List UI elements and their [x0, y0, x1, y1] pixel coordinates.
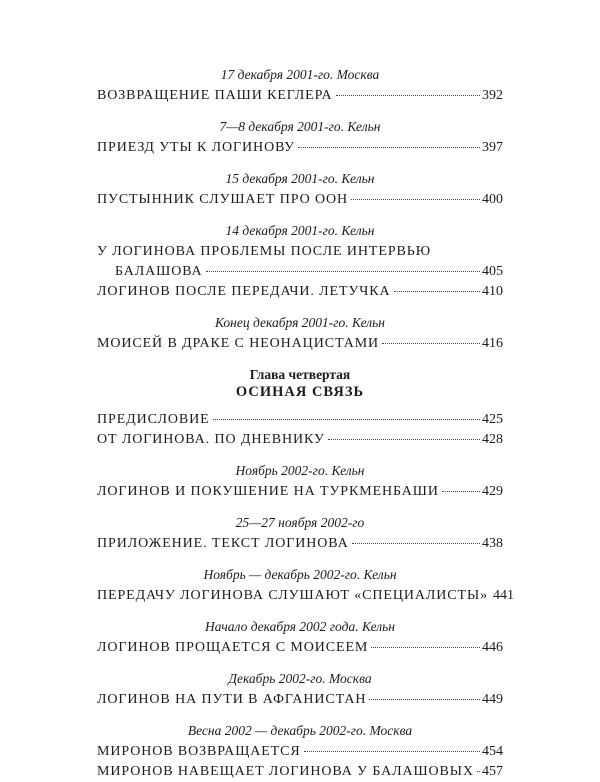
toc-group [97, 170, 503, 210]
toc-entry [97, 190, 503, 210]
toc-entry [97, 138, 503, 158]
toc-entry-page: 441 [493, 588, 514, 603]
toc-entry [97, 282, 503, 302]
dot-leader [382, 343, 480, 344]
dot-leader [336, 95, 481, 96]
toc-entry-page: 438 [482, 536, 503, 551]
toc-entry [97, 334, 503, 354]
toc-entry [97, 690, 503, 710]
toc-entry-page: 405 [482, 264, 503, 279]
toc-entry-page: 454 [482, 744, 503, 759]
chapter-title: ОСИНАЯ СВЯЗЬ [235, 384, 365, 400]
toc-entry [97, 586, 514, 606]
toc-entry-title: ПРИЕЗД УТЫ К ЛОГИНОВУ [97, 140, 295, 155]
dot-leader [298, 147, 480, 148]
toc-entry-title: ПРИЛОЖЕНИЕ. ТЕКСТ ЛОГИНОВА [97, 536, 349, 551]
toc-entry [97, 410, 503, 430]
toc-entry-page: 392 [482, 88, 503, 103]
toc-group [97, 410, 503, 450]
toc-entry-page: 400 [482, 192, 503, 207]
dot-leader [328, 439, 480, 440]
toc-entry-page: 410 [482, 284, 503, 299]
toc-group [97, 566, 514, 606]
toc-entry [97, 430, 503, 450]
dot-leader [351, 199, 480, 200]
toc-group [97, 118, 503, 158]
toc-entry-title: ЛОГИНОВ ПРОЩАЕТСЯ С МОИСЕЕМ [97, 640, 369, 655]
dot-leader [369, 699, 480, 700]
dot-leader [442, 491, 480, 492]
toc-entry [97, 762, 503, 782]
section-date: Весна 2002 — декабрь 2002-го. Москва [187, 723, 413, 738]
toc-entry-page: 397 [482, 140, 503, 155]
toc-entry-title: ПЕРЕДАЧУ ЛОГИНОВА СЛУШАЮТ «СПЕЦИАЛИСТЫ» [97, 588, 488, 603]
section-date: Конец декабря 2001-го. Кельн [214, 315, 385, 330]
toc-entry-page: 416 [482, 336, 503, 351]
toc-entry-title: ВОЗВРАЩЕНИЕ ПАШИ КЕГЛЕРА [97, 88, 333, 103]
toc-entry-title: МИРОНОВ НАВЕЩАЕТ ЛОГИНОВА У БАЛАШОВЫХ [97, 764, 474, 779]
toc-group [97, 462, 503, 502]
section-date: Начало декабря 2002 года. Кельн [205, 619, 395, 634]
chapter-heading [97, 366, 503, 402]
toc-entry-title: У ЛОГИНОВА ПРОБЛЕМЫ ПОСЛЕ ИНТЕРВЬЮ [97, 244, 431, 259]
toc-entry [97, 86, 503, 106]
toc-entry [97, 638, 503, 658]
toc-entry [97, 534, 503, 554]
toc-entry [97, 242, 503, 282]
section-date: Ноябрь — декабрь 2002-го. Кельн [203, 567, 397, 582]
toc-entry-page: 425 [482, 412, 503, 427]
toc-entry [97, 482, 503, 502]
toc-entry-page: 429 [482, 484, 503, 499]
dot-leader [371, 647, 480, 648]
section-date: 17 декабря 2001-го. Москва [220, 67, 380, 82]
toc-entry-title-continued: БАЛАШОВА [115, 264, 203, 279]
section-date: 14 декабря 2001-го. Кельн [225, 223, 375, 238]
chapter-label: Глава четвертая [249, 367, 351, 382]
toc-entry-title: ОТ ЛОГИНОВА. ПО ДНЕВНИКУ [97, 432, 325, 447]
dot-leader [477, 771, 480, 772]
toc-entry-page: 428 [482, 432, 503, 447]
toc-group [97, 514, 503, 554]
toc-group [97, 66, 503, 106]
toc-entry-title: ПУСТЫННИК СЛУШАЕТ ПРО ООН [97, 192, 349, 207]
section-date: 25—27 ноября 2002-го [235, 515, 365, 530]
dot-leader [304, 751, 480, 752]
toc-group [97, 222, 503, 302]
toc-entry-title: ЛОГИНОВ ПОСЛЕ ПЕРЕДАЧИ. ЛЕТУЧКА [97, 284, 391, 299]
toc-group [97, 670, 503, 710]
toc-entry-title: МОИСЕЙ В ДРАКЕ С НЕОНАЦИСТАМИ [97, 336, 380, 351]
dot-leader [206, 271, 480, 272]
toc-entry-title: МИРОНОВ ВОЗВРАЩАЕТСЯ [97, 744, 301, 759]
toc-group [97, 314, 503, 354]
section-date: 7—8 декабря 2001-го. Кельн [219, 119, 381, 134]
dot-leader [213, 419, 480, 420]
toc-entry [97, 742, 503, 762]
toc-entry-page: 446 [482, 640, 503, 655]
section-date: Ноябрь 2002-го. Кельн [235, 463, 365, 478]
section-date: 15 декабря 2001-го. Кельн [225, 171, 375, 186]
toc-entry-title: ПРЕДИСЛОВИЕ [97, 412, 210, 427]
dot-leader [352, 543, 480, 544]
section-date: Декабрь 2002-го. Москва [228, 671, 372, 686]
toc-entry-title: ЛОГИНОВ НА ПУТИ В АФГАНИСТАН [97, 692, 367, 707]
toc-entry-title: ЛОГИНОВ И ПОКУШЕНИЕ НА ТУРКМЕНБАШИ [97, 484, 439, 499]
dot-leader [394, 291, 481, 292]
toc-group [97, 618, 503, 658]
toc-entry-page: 449 [482, 692, 503, 707]
toc-entry-page: 457 [482, 764, 503, 779]
toc-group [97, 722, 503, 782]
